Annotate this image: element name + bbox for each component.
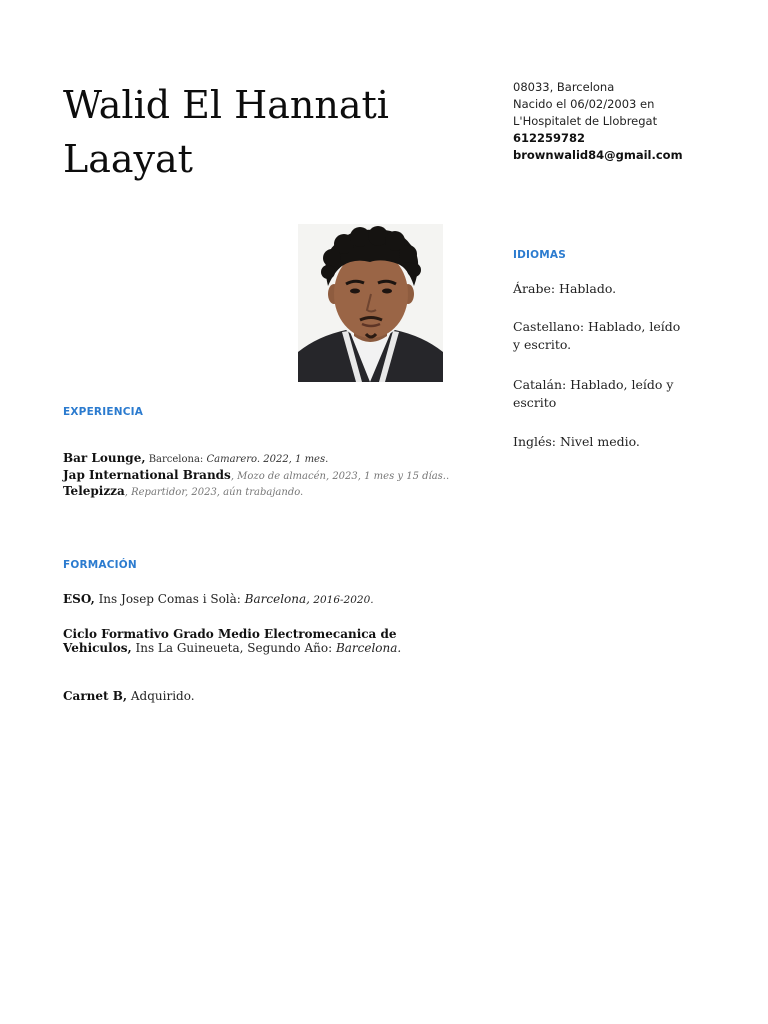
name-line-1: Walid El Hannati (63, 83, 389, 127)
contact-block (513, 79, 753, 164)
experience-company: Jap International Brands (63, 467, 231, 482)
experience-title: EXPERIENCIA (63, 406, 144, 418)
language-item: Árabe: Hablado. (513, 281, 617, 296)
experience-company: Bar Lounge, (63, 451, 146, 465)
education-school: Ins Josep Comas i Solà: (94, 592, 245, 606)
experience-company: Telepizza (63, 484, 125, 498)
license-label: Carnet B, (63, 689, 128, 703)
experience-location: Barcelona: (145, 454, 207, 465)
education-title: FORMACIÓN (63, 559, 137, 571)
experience-role: Camarero. (206, 454, 261, 465)
education-item (63, 627, 458, 655)
experience-list (63, 451, 483, 501)
education-degree: Ciclo Formativo Grado Medio Electromecanica de Vehiculos, (63, 627, 397, 655)
name-line-2: Laayat (63, 137, 193, 181)
birth-line-2: L'Hospitalet de Llobregat (513, 114, 658, 128)
language-item: Castellano: Hablado, leído y escrito. (513, 319, 681, 352)
experience-item (63, 468, 483, 485)
experience-period: 2022, 1 mes. (260, 454, 329, 465)
candidate-name (63, 78, 463, 186)
email: brownwalid84@gmail.com (513, 148, 683, 162)
education-degree: ESO, (63, 592, 95, 606)
experience-detail: , Mozo de almacén, 2023, 1 mes y 15 días.. (230, 470, 450, 482)
license-status: Adquirido. (127, 689, 195, 703)
education-item (63, 592, 463, 607)
language-item: Catalán: Hablado, leído y escrito (513, 377, 674, 410)
education-city: Barcelona, (244, 592, 310, 606)
education-city: Barcelona. (335, 641, 402, 655)
language-item: Inglés: Nivel medio. (513, 434, 640, 449)
birth-line-1: Nacido el 06/02/2003 en (513, 97, 655, 111)
experience-item (63, 484, 483, 501)
education-school: Ins La Guineueta, Segundo Año: (131, 641, 336, 655)
person-portrait-icon (298, 224, 443, 382)
profile-photo (298, 224, 443, 382)
experience-item (63, 451, 483, 468)
phone: 612259782 (513, 131, 586, 145)
languages-title: IDIOMAS (513, 249, 566, 261)
address: 08033, Barcelona (513, 80, 615, 94)
experience-detail: , Repartidor, 2023, aún trabajando. (124, 487, 304, 498)
driving-license (63, 689, 463, 703)
education-years: 2016-2020. (309, 594, 374, 606)
